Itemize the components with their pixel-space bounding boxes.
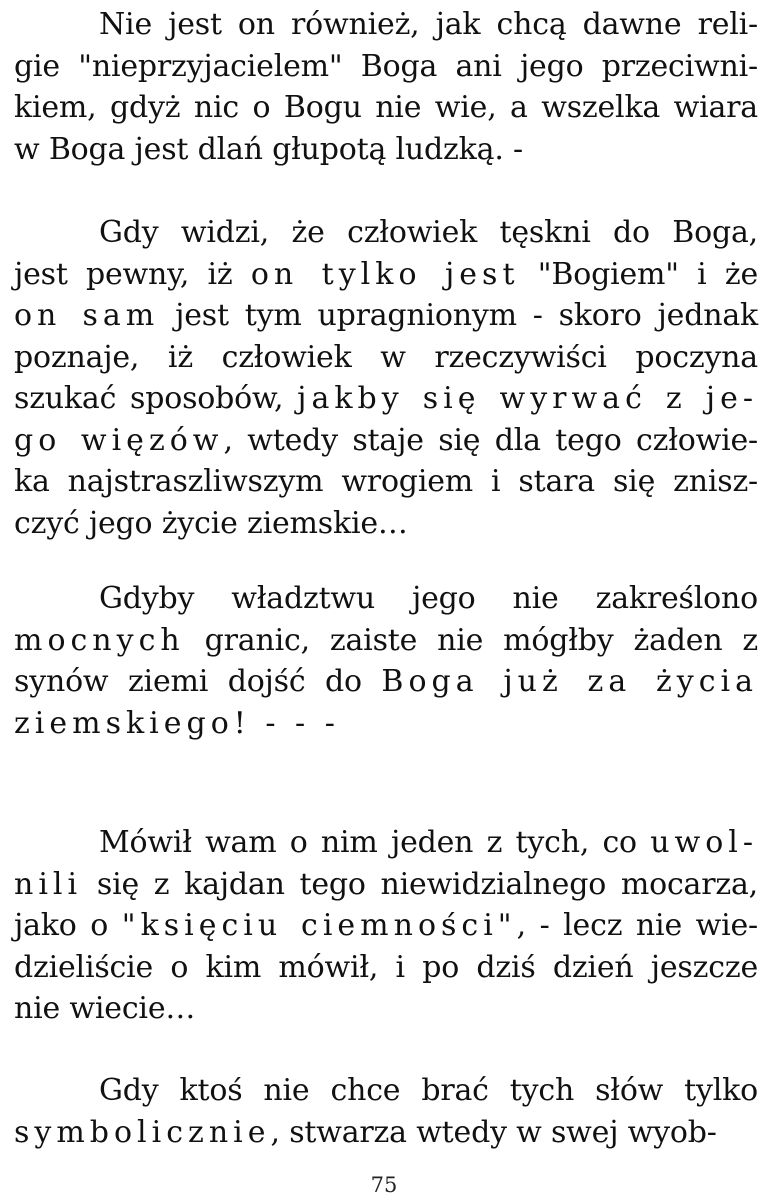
spaced-emphasis-text: jakby się wyrwać z je- (297, 381, 758, 416)
text-run: , - lecz nie wie- (516, 908, 758, 943)
text-run: w Boga jest dlań głupotą ludzką. - (14, 131, 523, 167)
text-run: synów ziemi dojść do (14, 664, 382, 699)
page-number: 75 (370, 1173, 398, 1197)
text-run: , stwarza wtedy w swej wyob- (270, 1114, 717, 1150)
text-run: granic, zaiste nie mógłby żaden z (184, 622, 758, 658)
text-run: nie wiecie… (14, 991, 196, 1026)
text-run: ka najstraszliwszym wrogiem i stara się znisz- (14, 464, 758, 499)
text-run: jest pewny, iż (14, 256, 251, 292)
text-run: czyć jego życie ziemskie… (14, 505, 408, 541)
text-line (14, 378, 758, 420)
text-line (14, 905, 758, 947)
text-line (14, 503, 758, 545)
text-line (14, 4, 758, 46)
text-run: Nie jest on również, jak chcą dawne reli- (99, 7, 758, 42)
text-run: jako o (14, 908, 122, 943)
text-run: dzieliście o kim mówił, i po dziś dzień jeszcze (14, 949, 758, 985)
text-line (14, 578, 758, 620)
text-line (14, 295, 758, 337)
text-line (14, 254, 758, 296)
spaced-emphasis-text: on tylko jest (250, 256, 520, 292)
text-line (14, 87, 758, 129)
text-line (14, 212, 758, 254)
text-line (14, 703, 758, 745)
text-run: poznaje, iż człowiek w rzeczywiści poczyna (14, 339, 758, 375)
spaced-emphasis-text: Boga już za życia (381, 664, 759, 699)
text-run: "Bogiem" i że (519, 256, 758, 292)
text-line (14, 46, 758, 88)
text-line (14, 1112, 758, 1154)
text-run: się z kajdan tego niewidzialnego mocarza, (82, 866, 758, 902)
text-run: gie "nieprzyjacielem" Boga ani jego przeciwni- (14, 48, 758, 84)
spaced-emphasis-text: symbolicznie (14, 1114, 271, 1150)
spaced-emphasis-text: nili (14, 866, 83, 902)
text-run: szukać sposobów, (14, 381, 298, 416)
text-line (14, 864, 758, 906)
text-line (14, 337, 758, 379)
spaced-emphasis-text: go więzów (14, 422, 224, 458)
spaced-emphasis-text: "księciu ciemności" (121, 908, 517, 943)
text-run: Gdy ktoś nie chce brać tych słów tylko (99, 1073, 758, 1108)
text-line (14, 1070, 758, 1112)
text-run: Gdyby władztwu jego nie zakreślono (99, 581, 758, 616)
text-line (14, 129, 758, 171)
text-line (14, 822, 758, 864)
text-line (14, 620, 758, 662)
text-line (14, 461, 758, 503)
text-run: Mówił wam o nim jeden z tych, co (99, 825, 651, 860)
text-line (14, 420, 758, 462)
text-run: Gdy widzi, że człowiek tęskni do Boga, (99, 215, 758, 250)
text-run: kiem, gdyż nic o Bogu nie wie, a wszelka wiara (14, 90, 758, 125)
text-run: jest tym upragnionym - skoro jednak (159, 298, 758, 333)
text-line (14, 661, 758, 703)
text-line (14, 988, 758, 1030)
text-line (14, 947, 758, 989)
spaced-emphasis-text: mocnych (14, 622, 185, 658)
text-run: , wtedy staje się dla tego człowie- (223, 422, 758, 458)
spaced-emphasis-text: uwol- (650, 825, 758, 860)
spaced-emphasis-text: on sam (14, 298, 160, 333)
spaced-emphasis-text: ziemskiego! - - - (14, 705, 340, 741)
